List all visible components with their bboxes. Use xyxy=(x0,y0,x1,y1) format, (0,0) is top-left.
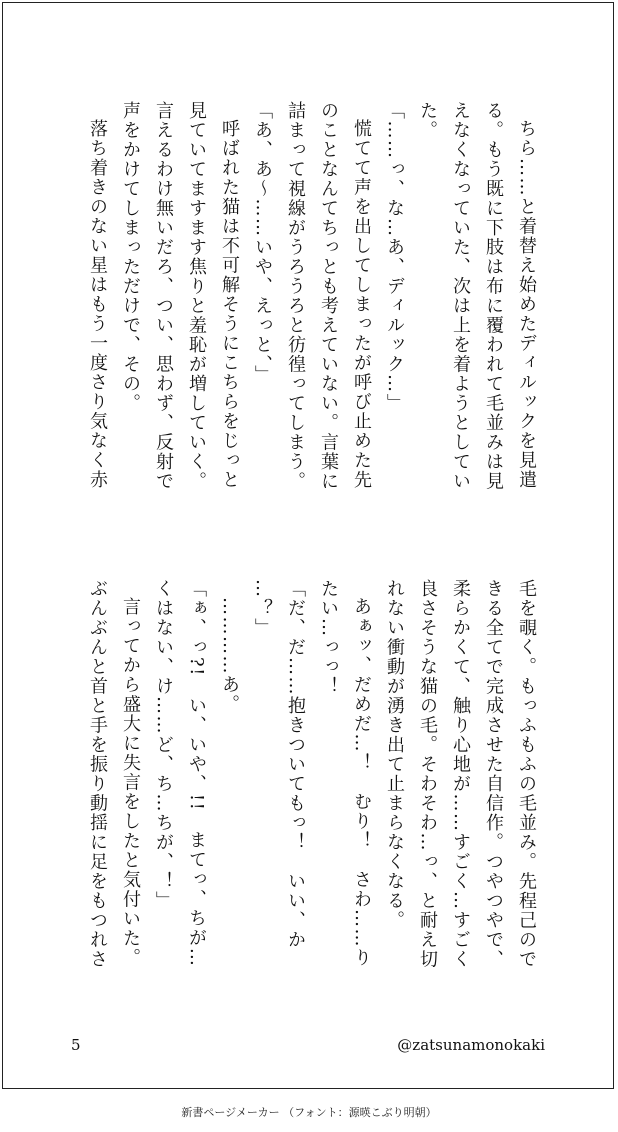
text-line: …………あ。 xyxy=(219,597,240,714)
text-line: きる全てで完成させた自信作。つやつやで、 xyxy=(483,579,504,969)
text-line: 詰まって視線がうろうろと彷徨ってしまう。 xyxy=(285,101,306,491)
book-page xyxy=(2,2,614,1089)
text-line: くはない、け……ど、ち…ちが、！」 xyxy=(153,579,174,911)
text-line: ぶんぶんと首と手を振り動揺に足をもつれさ xyxy=(87,579,108,969)
text-line: 「……っ、な…あ、ディルック…」 xyxy=(384,101,405,413)
text-line: る。もう既に下肢は布に覆われて毛並みは見 xyxy=(483,101,504,491)
text-line: たい…っっ！ xyxy=(318,579,339,696)
top-text-block xyxy=(63,101,543,521)
text-line: ちら……と着替え始めたディルックを見遣 xyxy=(516,119,537,490)
text-line: 「あ、あ〜……いや、えっと、」 xyxy=(252,101,273,385)
text-line: 呼ばれた猫は不可解そうにこちらをじっと xyxy=(219,119,240,490)
text-line: 見ていてますます焦りと羞恥が増していく。 xyxy=(186,101,207,491)
text-line: 声をかけてしまっただけで、その。 xyxy=(120,101,141,413)
text-line: えなくなっていた、次は上を着ようとしてい xyxy=(450,101,471,491)
text-line: のことなんてちっとも考えていない。言葉に xyxy=(318,101,339,491)
text-line: 言ってから盛大に失言をしたと気付いた。 xyxy=(120,597,141,968)
text-line: 柔らかくて、触り心地が……すごく…すごく xyxy=(450,579,471,969)
page-number: 5 xyxy=(71,1036,81,1054)
text-line: 言えるわけ無いだろ、つい、思わず、反射で xyxy=(153,101,174,491)
text-line: 「ぁ、っ?! い、いや、!! まてっ、ちが… xyxy=(186,579,207,968)
text-line: 良さそうな猫の毛。そわそわ…っ、と耐え切 xyxy=(417,579,438,969)
text-line: あぁッ、だめだ…！ むり！ さわ……り xyxy=(351,597,372,968)
author-handle: @zatsunamonokaki xyxy=(397,1036,545,1054)
bottom-text-block xyxy=(63,579,543,999)
text-line: た。 xyxy=(417,101,438,140)
text-line: …？」 xyxy=(252,579,273,638)
text-line: 毛を覗く。もっふもふの毛並み。先程己ので xyxy=(516,579,537,969)
generator-credit: 新書ページメーカー （フォント：源暎こぶり明朝） xyxy=(181,1106,437,1119)
text-line: 慌てて声を出してしまったが呼び止めた先 xyxy=(351,119,372,490)
text-line: 「だ、だ……抱きついてもっ！ いい、か xyxy=(285,579,306,950)
text-line: 落ち着きのない星はもう一度さり気なく赤 xyxy=(87,119,108,490)
text-line: れない衝動が湧き出て止まらなくなる。 xyxy=(384,579,405,930)
